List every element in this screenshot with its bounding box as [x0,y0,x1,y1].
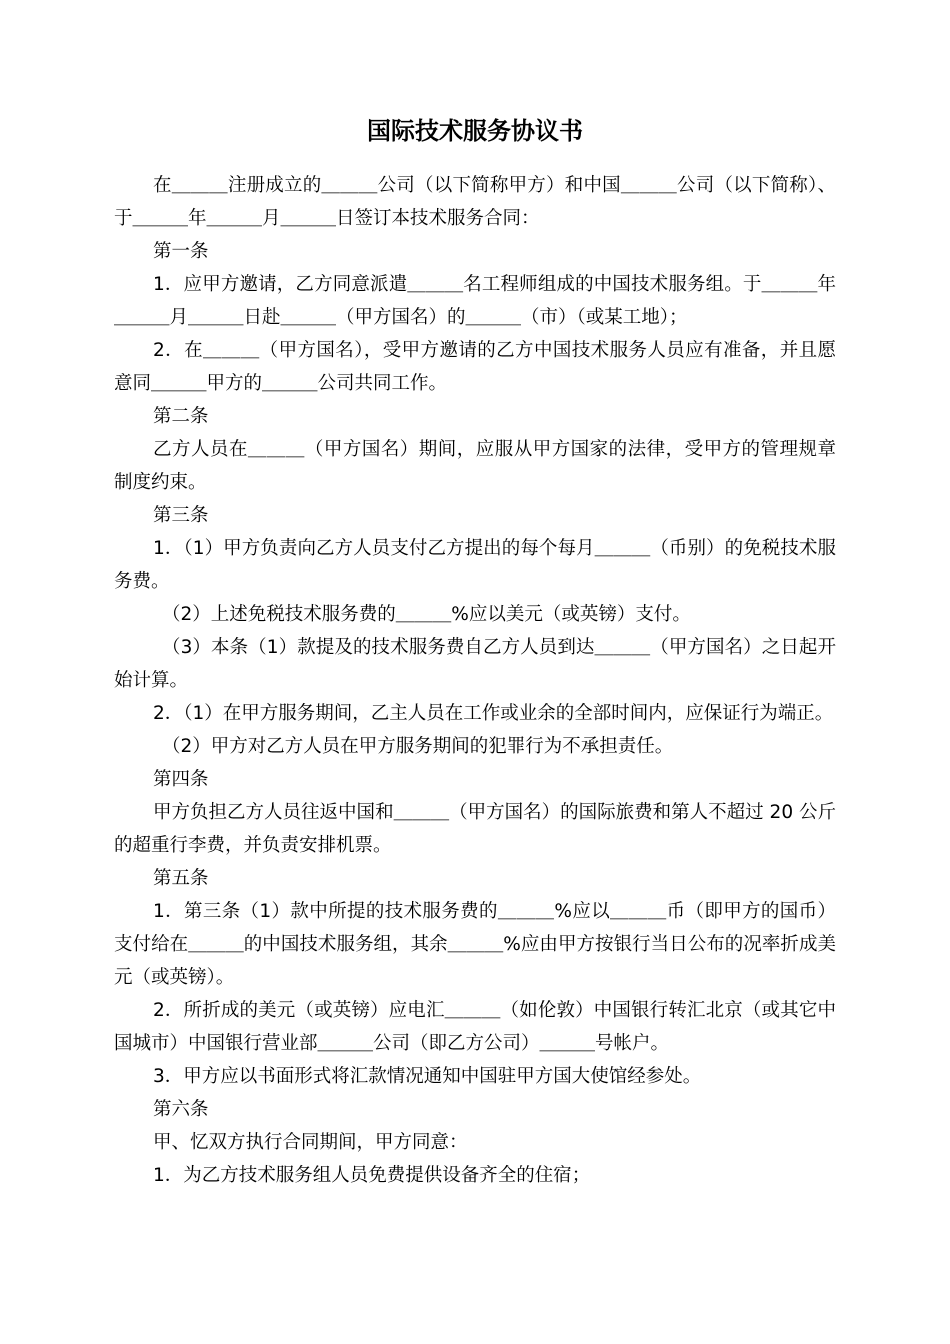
document-body [114,169,836,1192]
article-1-heading: 第一条 [153,241,209,262]
article-6-intro: 甲、忆双方执行合同期间，甲方同意： [153,1132,468,1153]
article-3-clause-2-2: （2）甲方对乙方人员在甲方服务期间的犯罪行为不承担责任。 [162,736,674,757]
article-1-clause-1: 1．应甲方邀请，乙方同意派遣＿＿＿名工程师组成的中国技术服务组。于＿＿＿年＿＿＿月＿＿＿日赴＿＿＿（甲方国名）的＿＿＿（市）（或某工地）； [114,274,836,328]
preamble-paragraph: 在＿＿＿注册成立的＿＿＿公司（以下简称甲方）和中国＿＿＿公司（以下简称）、于＿＿＿年＿＿＿月＿＿＿日签订本技术服务合同： [114,175,836,229]
article-3-clause-1-2: （2）上述免税技术服务费的＿＿＿%应以美元（或英镑）支付。 [162,604,691,625]
article-3-clause-1-3: （3）本条（1）款提及的技术服务费自乙方人员到达＿＿＿（甲方国名）之日起开始计算。 [114,637,836,691]
article-2-heading: 第二条 [153,406,209,427]
article-5-heading: 第五条 [153,868,209,889]
article-1-clause-2: 2．在＿＿＿（甲方国名），受甲方邀请的乙方中国技术服务人员应有准备，并且愿意同＿＿＿甲方的＿＿＿公司共同工作。 [114,340,836,394]
article-3-heading: 第三条 [153,505,209,526]
article-6-heading: 第六条 [153,1099,209,1120]
article-4-heading: 第四条 [153,769,209,790]
article-5-clause-1: 1．第三条（1）款中所提的技术服务费的＿＿＿%应以＿＿＿币（即甲方的国币）支付给在＿＿＿的中国技术服务组，其余＿＿＿%应由甲方按银行当日公布的况率折成美元（或英镑）。 [114,901,836,988]
article-5-clause-3: 3．甲方应以书面形式将汇款情况通知中国驻甲方国大使馆经参处。 [153,1066,702,1087]
article-2-body: 乙方人员在＿＿＿（甲方国名）期间，应服从甲方国家的法律，受甲方的管理规章制度约束。 [114,439,836,493]
article-3-clause-1-1: 1．（1）甲方负责向乙方人员支付乙方提出的每个每月＿＿＿（币别）的免税技术服务费。 [114,538,836,592]
article-4-body: 甲方负担乙方人员往返中国和＿＿＿（甲方国名）的国际旅费和第人不超过 20 公斤的超重行李费，并负责安排机票。 [114,802,836,856]
article-3-clause-2-1: 2．（1）在甲方服务期间，乙主人员在工作或业余的全部时间内，应保证行为端正。 [153,703,834,724]
article-5-clause-2: 2．所折成的美元（或英镑）应电汇＿＿＿（如伦敦）中国银行转汇北京（或其它中国城市）中国银行营业部＿＿＿公司（即乙方公司）＿＿＿号帐户。 [114,1000,836,1054]
article-6-clause-1: 1．为乙方技术服务组人员免费提供设备齐全的住宿； [153,1165,591,1186]
document-title: 国际技术服务协议书 [367,117,583,145]
